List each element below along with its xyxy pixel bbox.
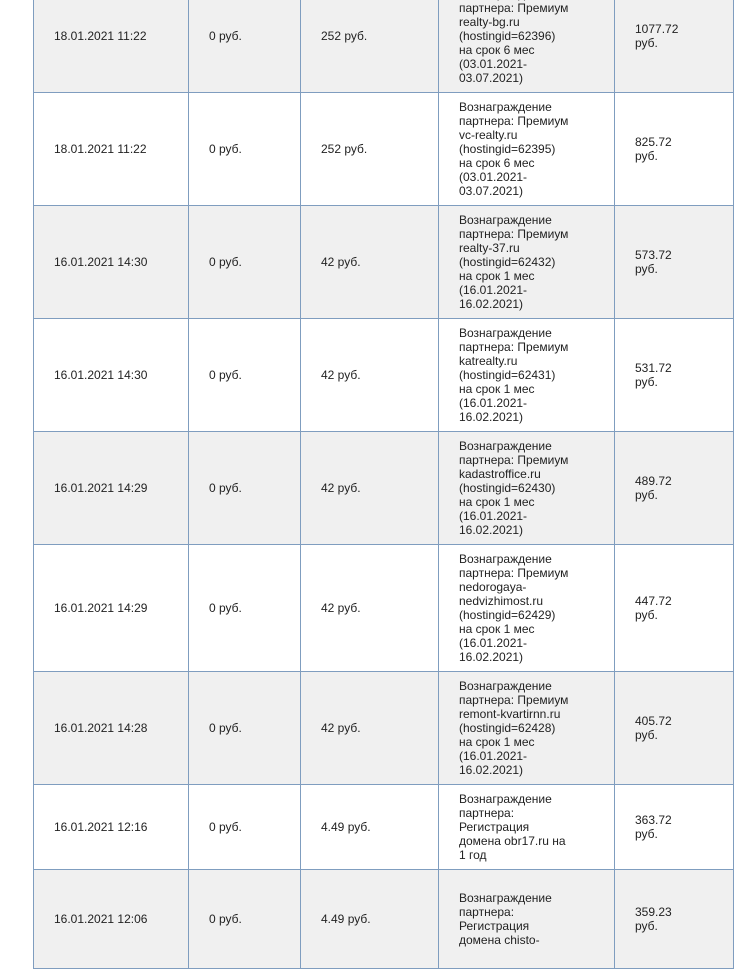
description-line: партнера: Премиум (459, 114, 569, 128)
description-line: 1 год (459, 848, 487, 862)
description-line: на срок 1 мес (459, 269, 535, 283)
description-line: (hostingid=62432) (459, 255, 556, 269)
table-row (34, 432, 734, 545)
balance-cell (615, 432, 734, 545)
description-line: (hostingid=62430) (459, 481, 556, 495)
description-line: на срок 6 мес (459, 43, 535, 57)
balance-currency: руб. (635, 827, 658, 841)
balance-currency: руб. (635, 375, 658, 389)
balance-amount: 1077.72 (635, 22, 679, 36)
table-row (34, 93, 734, 206)
description-line: nedorogaya- (459, 580, 527, 594)
balance-currency: руб. (635, 36, 658, 50)
table-row (34, 545, 734, 672)
description-line: Регистрация (459, 919, 530, 933)
balance-cell (615, 870, 734, 969)
income-cell: 0 руб. (189, 672, 301, 785)
description-line: Вознаграждение (459, 213, 552, 227)
table-row (34, 0, 734, 93)
expense-cell: 252 руб. (301, 93, 439, 206)
description-line: 03.07.2021) (459, 71, 524, 85)
description-line: (16.01.2021- (459, 509, 528, 523)
balance-currency: руб. (635, 149, 658, 163)
income-cell: 0 руб. (189, 93, 301, 206)
description-line: домена chisto- (459, 933, 540, 947)
balance-cell (615, 785, 734, 870)
balance-amount: 363.72 (635, 813, 672, 827)
date-cell: 16.01.2021 12:06 (34, 870, 189, 969)
income-cell: 0 руб. (189, 319, 301, 432)
table-row (34, 319, 734, 432)
description-line: на срок 1 мес (459, 735, 535, 749)
expense-cell: 42 руб. (301, 432, 439, 545)
description-line: Вознаграждение (459, 679, 552, 693)
description-line: на срок 1 мес (459, 382, 535, 396)
description-line: Регистрация (459, 820, 530, 834)
description-line: (03.01.2021- (459, 57, 528, 71)
balance-currency: руб. (635, 919, 658, 933)
transactions-wrapper (33, 0, 679, 969)
description-line: vc-realty.ru (459, 128, 518, 142)
balance-amount: 573.72 (635, 248, 672, 262)
description-line: Вознаграждение (459, 326, 552, 340)
description-line: Вознаграждение (459, 100, 552, 114)
date-cell: 16.01.2021 14:29 (34, 545, 189, 672)
table-row (34, 785, 734, 870)
description-line: домена obr17.ru на (459, 834, 566, 848)
description-line: (hostingid=62396) (459, 29, 556, 43)
description-line: realty-37.ru (459, 241, 520, 255)
description-line: realty-bg.ru (459, 15, 520, 29)
description-line: на срок 1 мес (459, 495, 535, 509)
date-cell: 16.01.2021 14:29 (34, 432, 189, 545)
balance-cell (615, 672, 734, 785)
balance-cell (615, 545, 734, 672)
expense-cell: 42 руб. (301, 319, 439, 432)
description-line: remont-kvartirnn.ru (459, 707, 561, 721)
description-line: партнера: Премиум (459, 227, 569, 241)
description-line: (hostingid=62395) (459, 142, 556, 156)
balance-amount: 825.72 (635, 135, 672, 149)
description-line: партнера: Премиум (459, 453, 569, 467)
table-row (34, 870, 734, 969)
balance-cell (615, 206, 734, 319)
expense-cell: 42 руб. (301, 672, 439, 785)
transactions-table-body (34, 0, 734, 969)
description-line: на срок 1 мес (459, 622, 535, 636)
date-cell: 16.01.2021 14:30 (34, 206, 189, 319)
description-line: партнера: Премиум (459, 566, 569, 580)
description-line: 16.02.2021) (459, 763, 524, 777)
income-cell: 0 руб. (189, 785, 301, 870)
description-cell (439, 545, 615, 672)
description-line: (hostingid=62431) (459, 368, 556, 382)
date-cell: 16.01.2021 14:28 (34, 672, 189, 785)
date-cell: 18.01.2021 11:22 (34, 93, 189, 206)
balance-cell (615, 93, 734, 206)
description-line: 16.02.2021) (459, 523, 524, 537)
description-cell (439, 785, 615, 870)
income-cell: 0 руб. (189, 545, 301, 672)
income-cell: 0 руб. (189, 432, 301, 545)
description-line: (03.01.2021- (459, 170, 528, 184)
description-line: Вознаграждение (459, 552, 552, 566)
expense-cell: 42 руб. (301, 545, 439, 672)
description-line: (16.01.2021- (459, 396, 528, 410)
description-line: 16.02.2021) (459, 410, 524, 424)
date-cell: 16.01.2021 12:16 (34, 785, 189, 870)
expense-cell: 4.49 руб. (301, 785, 439, 870)
balance-amount: 531.72 (635, 361, 672, 375)
transactions-table (33, 0, 734, 969)
description-line: nedvizhimost.ru (459, 594, 544, 608)
description-line: 03.07.2021) (459, 184, 524, 198)
balance-cell (615, 319, 734, 432)
income-cell: 0 руб. (189, 0, 301, 93)
balance-currency: руб. (635, 262, 658, 276)
description-line: (16.01.2021- (459, 749, 528, 763)
description-line: партнера: Премиум (459, 693, 569, 707)
balance-amount: 359.23 (635, 905, 672, 919)
description-line: (16.01.2021- (459, 283, 528, 297)
description-line: Вознаграждение (459, 439, 552, 453)
description-line: на срок 6 мес (459, 156, 535, 170)
description-cell (439, 319, 615, 432)
description-line: (hostingid=62429) (459, 608, 556, 622)
description-cell (439, 870, 615, 969)
income-cell: 0 руб. (189, 206, 301, 319)
balance-currency: руб. (635, 608, 658, 622)
description-line: kadastroffice.ru (459, 467, 541, 481)
description-line: партнера: Премиум (459, 1, 569, 15)
description-cell (439, 0, 615, 93)
date-cell: 16.01.2021 14:30 (34, 319, 189, 432)
description-line: katrealty.ru (459, 354, 518, 368)
description-line: Вознаграждение (459, 792, 552, 806)
description-cell (439, 432, 615, 545)
balance-currency: руб. (635, 728, 658, 742)
balance-currency: руб. (635, 488, 658, 502)
balance-amount: 447.72 (635, 594, 672, 608)
table-row (34, 206, 734, 319)
description-cell (439, 206, 615, 319)
income-cell: 0 руб. (189, 870, 301, 969)
description-cell (439, 672, 615, 785)
expense-cell: 4.49 руб. (301, 870, 439, 969)
balance-amount: 489.72 (635, 474, 672, 488)
description-line: партнера: Премиум (459, 340, 569, 354)
description-line: 16.02.2021) (459, 650, 524, 664)
date-cell: 18.01.2021 11:22 (34, 0, 189, 93)
description-line: партнера: (459, 806, 515, 820)
description-line: 16.02.2021) (459, 297, 524, 311)
description-line: партнера: (459, 905, 515, 919)
balance-cell (615, 0, 734, 93)
description-line: (hostingid=62428) (459, 721, 556, 735)
balance-amount: 405.72 (635, 714, 672, 728)
description-line: Вознаграждение (459, 891, 552, 905)
table-row (34, 672, 734, 785)
description-cell (439, 93, 615, 206)
expense-cell: 252 руб. (301, 0, 439, 93)
expense-cell: 42 руб. (301, 206, 439, 319)
description-line: (16.01.2021- (459, 636, 528, 650)
